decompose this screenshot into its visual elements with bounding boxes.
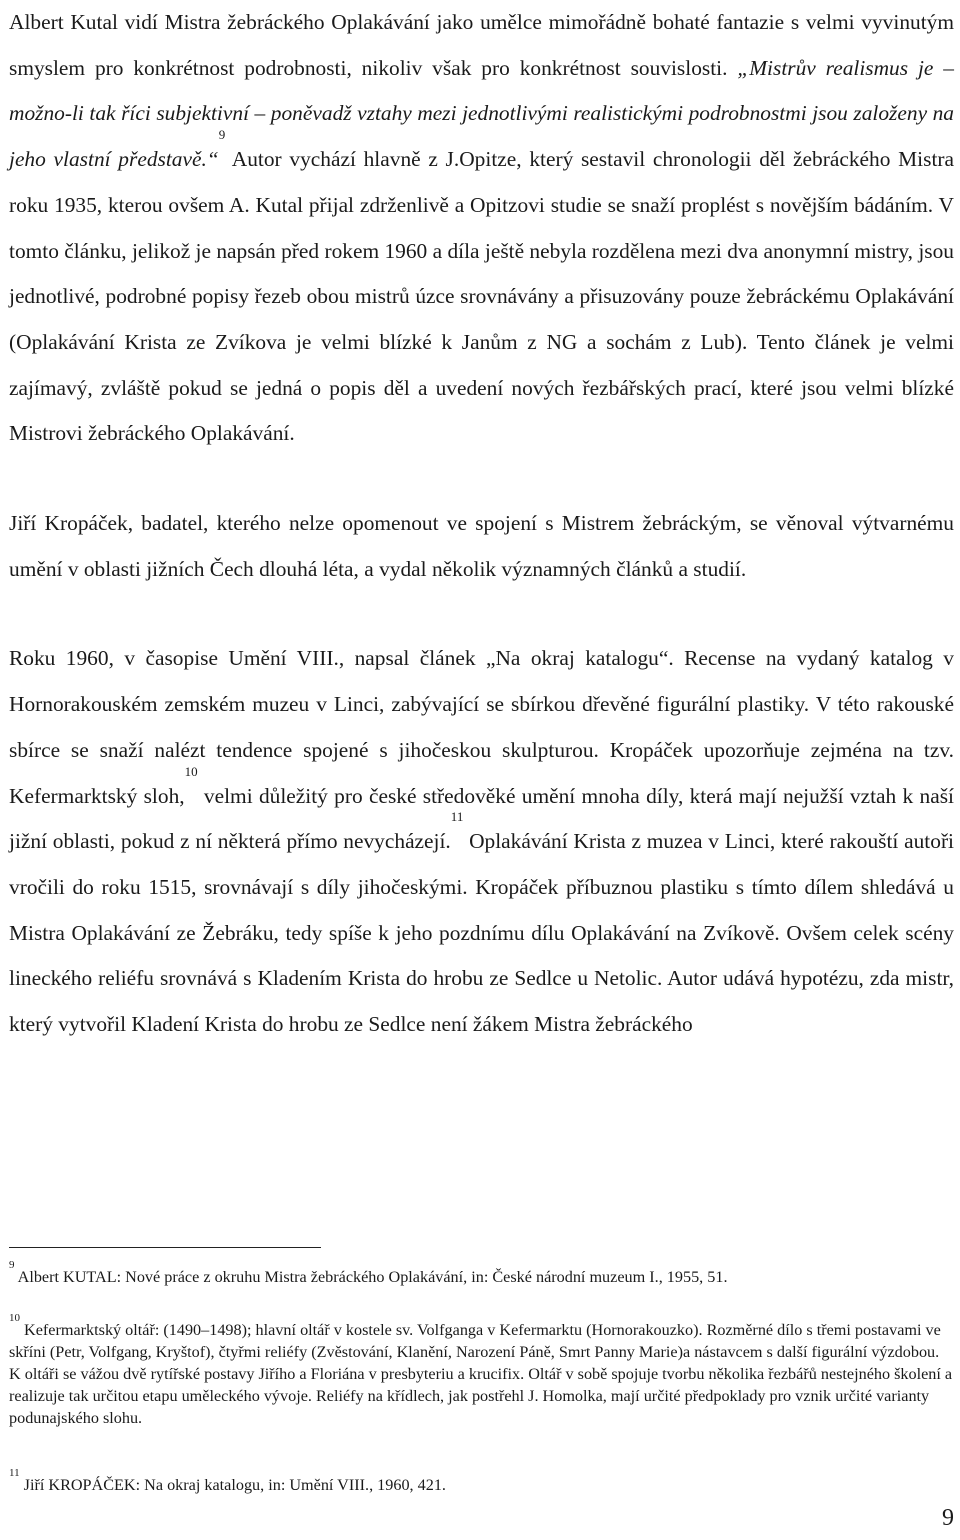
- footnote-text-11: Jiří KROPÁČEK: Na okraj katalogu, in: Umění VIII., 1960, 421.: [19, 1476, 446, 1494]
- paragraph-gap: [9, 457, 954, 501]
- paragraph-kutal-text-a: Albert Kutal vidí Mistra žebráckého Oplakávání jako umělce mimořádně bohaté fantazie s velmi vyvinutým smyslem pro konkrétnost podrobnosti, nikoliv však pro konkrétnost souvislosti.: [9, 10, 954, 80]
- footnote-ref-11[interactable]: 11: [450, 809, 464, 825]
- page-number: 9: [942, 1505, 954, 1531]
- paragraph-kropacek-article: [9, 636, 954, 1047]
- footnote-11: [9, 1467, 954, 1496]
- kutal-quote: „Mistrův realismus je – možno-li tak říci subjektivní – poněvadž vztahy mezi jednotlivými realistickými podrobnostmi jsou založeny na jeho vlastní představě.“: [9, 55, 954, 172]
- paragraph-kropacek-intro: Jiří Kropáček, badatel, kterého nelze opomenout ve spojení s Mistrem žebráckým, se věnoval výtvarnému umění v oblasti jižních Čech dlouhá léta, a vydal několik významných článků a studií.: [9, 511, 954, 581]
- footnote-number-10: 10: [9, 1312, 20, 1324]
- footnote-text-9: Albert KUTAL: Nové práce z okruhu Mistra žebráckého Oplakávání, in: České národní muzeum I., 1955, 51.: [14, 1268, 728, 1286]
- paragraph-kutal-text-b: Autor vychází hlavně z J.Opitze, který sestavil chronologii děl žebráckého Mistra roku 1935, kterou ovšem A. Kutal přijal zdrženlivě a Opitzovi studie se snaží proplést s novějším bádáním. V tomto článku, jelikož je napsán před rokem 1960 a díla ještě nebyla rozdělena mezi dva anonymní mistry, jsou jednotlivé, podrobné popisy řezeb obou mistrů úzce srovnávány a přisuzovány pouze žebráckému Oplakávání (Oplakávání Krista ze Zvíkova je velmi blízké k Janům z NG a sochám z Lub). Tento článek je velmi zajímavý, zvláště pokud se jedná o popis děl a uvedení nových řezbářských prací, které jsou velmi blízké Mistrovi žebráckého Oplakávání.: [9, 147, 954, 446]
- footnote-ref-10[interactable]: 10: [184, 763, 198, 779]
- paragraph-kropacek-text-b: velmi důležitý pro české středověké umění mnoha díly, která mají nejužší vztah k naší jižní oblasti, pokud z ní některá přímo nevycházejí.: [9, 783, 954, 854]
- footnote-number-11: 11: [9, 1467, 20, 1479]
- footnote-10: [9, 1312, 954, 1429]
- footnote-9: [9, 1259, 954, 1288]
- paragraph-kutal: [9, 0, 954, 457]
- paragraph-gap: [9, 592, 954, 636]
- footnote-separator: [9, 1247, 321, 1248]
- footnote-ref-9[interactable]: 9: [218, 127, 226, 143]
- document-page: [9, 0, 954, 1048]
- paragraph-kropacek-text-a: Roku 1960, v časopise Umění VIII., napsal článek „Na okraj katalogu“. Recense na vydaný katalog v Hornorakouském zemském muzeu v Linci, zabývající se sbírkou dřevěné figurální plastiky. V této rakouské sbírce se snaží nalézt tendence spojené s jihočeskou skulpturou. Kropáček upozorňuje zejména na tzv. Kefermarktský sloh,: [9, 646, 954, 808]
- footnote-number-9: 9: [9, 1259, 15, 1271]
- paragraph-kropacek-text-c: Oplakávání Krista z muzea v Linci, které rakouští autoři vročili do roku 1515, srovnávají s díly jihočeskými. Kropáček příbuznou plastiku s tímto dílem shledává u Mistra Oplakávání ze Žebráku, tedy spíše k jeho pozdnímu dílu Oplakávání na Zvíkově. Ovšem celek scény lineckého reliéfu srovnává s Kladením Krista do hrobu ze Sedlce u Netolic. Autor udává hypotézu, zda mistr, který vytvořil Kladení Krista do hrobu ze Sedlce není žákem Mistra žebráckého: [9, 829, 955, 1037]
- footnote-text-10: Kefermarktský oltář: (1490–1498); hlavní oltář v kostele sv. Volfganga v Kefermarktu (Hornorakouzko). Rozměrné dílo s třemi postavami ve skříni (Petr, Volfgang, Kryštof), čtyřmi reliéfy (Zvěstování, Klanění, Narození Páně, Smrt Panny Marie)a nástavcem s další figurální výzdobou. K oltáři se vážou dvě rytířské postavy Jiřího a Floriána v presbyteriu a krucifix. Oltář v sobě spojuje tvorbu několika řezbářů nestejného školení a realizuje tak určitou etapu uměleckého vývoje. Reliéfy na křídlech, jak postřehl J. Homolka, mají určité předpoklady pro vznik určité varianty podunajského slohu.: [9, 1321, 953, 1428]
